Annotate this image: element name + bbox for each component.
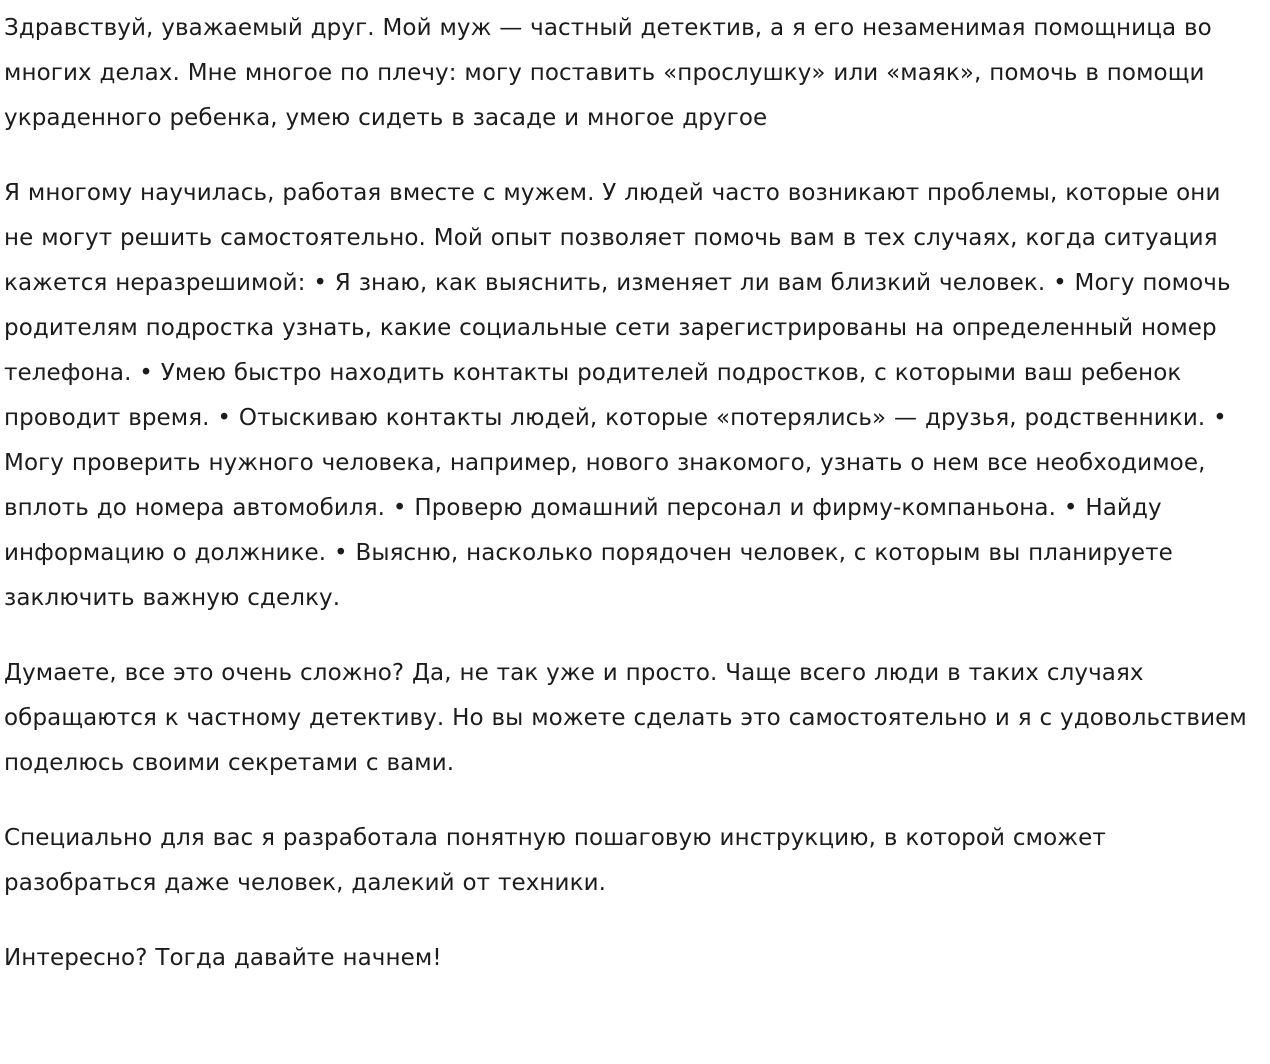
paragraph: Думаете, все это очень сложно? Да, не так уже и просто. Чаще всего люди в таких случаях обращаются к частному детективу. Но вы можете сделать это самостоятельно и я с удовольствием поделюсь своими секретами с вами. bbox=[4, 660, 1247, 776]
paragraph: Специально для вас я разработала понятную пошаговую инструкцию, в которой сможет разобраться даже человек, далекий от техники. bbox=[4, 825, 1106, 896]
paragraph: Интересно? Тогда давайте начнем! bbox=[4, 945, 442, 971]
paragraph: Я многому научилась, работая вместе с мужем. У людей часто возникают проблемы, которые они не могут решить самостоятельно. Мой опыт позволяет помочь вам в тех случаях, когда ситуация кажется неразрешимой: • Я знаю, как выяснить, изменяет ли вам близкий человек. • Могу помочь родителям подростка узнать, какие социальные сети зарегистрированы на определенный номер телефона. • Умею быстро находить контакты родителей подростков, с которыми ваш ребенок проводит время. • Отыскиваю контакты людей, которые «потерялись» — друзья, родственники. • Могу проверить нужного человека, например, нового знакомого, узнать о нем все необходимое, вплоть до номера автомобиля. • Проверю домашний персонал и фирму-компаньона. • Найду информацию о должнике. • Выясню, насколько порядочен человек, с которым вы планируете заключить важную сделку. bbox=[4, 180, 1231, 611]
paragraph: Здравствуй, уважаемый друг. Мой муж — частный детектив, а я его незаменимая помощница во многих делах. Мне многое по плечу: могу поставить «прослушку» или «маяк», помочь в помощи украденного ребенка, умею сидеть в засаде и многое другое bbox=[4, 15, 1212, 131]
